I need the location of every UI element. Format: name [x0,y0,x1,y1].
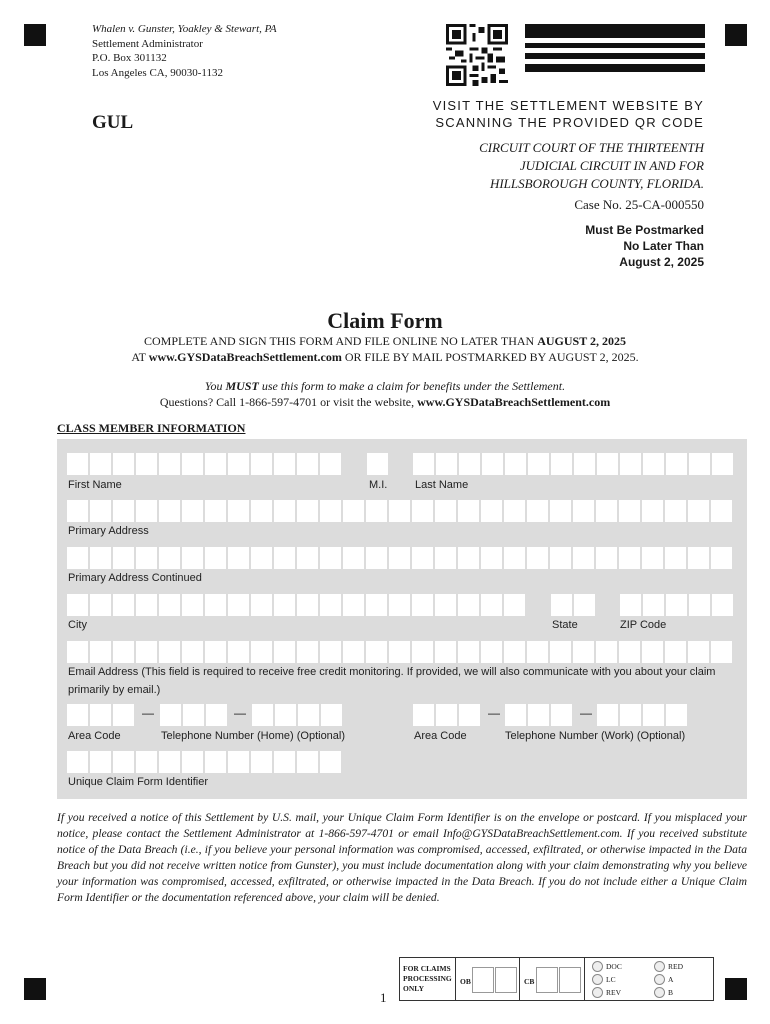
char-box[interactable] [275,704,296,726]
char-box[interactable] [136,641,157,663]
area-code-work-label: Area Code [414,730,467,742]
char-box[interactable] [182,594,203,616]
char-box[interactable] [67,500,88,522]
char-box[interactable] [389,547,410,569]
char-box[interactable] [159,594,180,616]
instr-text: COMPLETE AND SIGN THIS FORM AND FILE ONLINE NO LATER THAN [143,334,538,348]
postmark-deadline [585,222,704,270]
char-box[interactable] [642,641,663,663]
char-box[interactable] [481,641,502,663]
char-box[interactable] [367,453,388,475]
primary-address-label: Primary Address [68,525,149,537]
char-box[interactable] [619,500,640,522]
office-use-label: FOR CLAIMS PROCESSING ONLY [403,964,452,993]
char-box[interactable] [481,547,502,569]
char-box[interactable] [228,500,249,522]
char-box[interactable] [688,547,709,569]
char-box[interactable] [665,547,686,569]
address-line: Whalen v. Gunster, Yoakley & Stewart, PA [92,23,277,35]
char-box[interactable] [159,751,180,773]
questions-text: Questions? Call 1-866-597-4701 or visit the website, [159,395,418,409]
char-box[interactable] [297,500,318,522]
char-box[interactable] [597,453,618,475]
char-box[interactable] [366,547,387,569]
char-box[interactable] [297,641,318,663]
char-box[interactable] [504,641,525,663]
char-box[interactable] [90,453,111,475]
char-box[interactable] [527,547,548,569]
char-box[interactable] [642,547,663,569]
char-box[interactable] [389,500,410,522]
char-box[interactable] [136,453,157,475]
must-text: use this form to make a claim for benefits under the Settlement. [258,379,566,393]
check-label: A [668,975,674,984]
court-line: HILLSBOROUGH COUNTY, FLORIDA. [489,176,704,191]
char-box[interactable] [228,641,249,663]
char-box[interactable] [182,500,203,522]
city-label: City [68,619,87,631]
notice-paragraph: If you received a notice of this Settlement by U.S. mail, your Unique Claim Form Identifier is on the envelope or postcard. If you misplaced your notice, please contact the Settlement Administrator at 1-866-597-4701 or email Info@GYSDataBreachSettlement.com. If you received substitute notice of the Data Breach (i.e., if you believe your personal information was compromised, accessed, exfiltrated, or otherwise impacted in the Data Breach but you did not receive written notice from Gunster), you must include documentation along with your claim demonstrating why you believe your information was compromised, accessed, exfiltrated, or otherwise impacted in the Data Breach. If you do not include either a Unique Claim Form Identifier or the documentation referenced above, your claim will be denied. [57,811,747,904]
deadline-date: AUGUST 2, 2025 [537,334,627,348]
ob-box[interactable] [472,967,494,993]
char-box[interactable] [643,594,664,616]
registration-mark [24,978,46,1000]
section-heading: CLASS MEMBER INFORMATION [57,421,246,435]
phone-dash: — [488,706,500,720]
phone-dash: — [580,706,592,720]
ob-label: OB [460,977,471,986]
char-box[interactable] [159,641,180,663]
cb-box[interactable] [536,967,558,993]
char-box[interactable] [413,704,434,726]
char-box[interactable] [666,704,687,726]
char-box[interactable] [274,547,295,569]
char-box[interactable] [205,500,226,522]
char-box[interactable] [113,641,134,663]
char-box[interactable] [160,704,181,726]
char-box[interactable] [527,641,548,663]
court-line: CIRCUIT COURT OF THE THIRTEENTH [479,140,704,155]
char-box[interactable] [252,704,273,726]
area-code-home-field[interactable] [67,704,136,726]
char-box[interactable] [251,641,272,663]
char-box[interactable] [159,453,180,475]
char-box[interactable] [436,453,457,475]
char-box[interactable] [551,453,572,475]
char-box[interactable] [182,453,203,475]
char-box[interactable] [321,704,342,726]
char-box[interactable] [505,704,526,726]
email-field[interactable] [67,641,734,663]
char-box[interactable] [389,641,410,663]
char-box[interactable] [320,500,341,522]
char-box[interactable] [596,500,617,522]
visit-website-note [433,97,704,131]
claim-code: GUL [92,112,134,133]
char-box[interactable] [665,641,686,663]
postmark-line: Must Be Postmarked [585,223,704,237]
return-address [92,22,277,80]
char-box[interactable] [343,641,364,663]
char-box[interactable] [435,641,456,663]
char-box[interactable] [206,704,227,726]
registration-mark [725,24,747,46]
char-box[interactable] [67,453,88,475]
char-box[interactable] [67,594,88,616]
primary-address-2-field[interactable] [67,547,734,569]
char-box[interactable] [527,500,548,522]
char-box[interactable] [228,594,249,616]
char-box[interactable] [320,594,341,616]
postmark-line: No Later Than [623,239,704,253]
mi-label: M.I. [369,479,388,491]
char-box[interactable] [159,500,180,522]
char-box[interactable] [366,641,387,663]
char-box[interactable] [458,594,479,616]
char-box[interactable] [551,594,572,616]
char-box[interactable] [435,594,456,616]
phone-dash: — [234,706,246,720]
char-box[interactable] [596,641,617,663]
char-box[interactable] [136,751,157,773]
char-box[interactable] [711,500,732,522]
phone-work-label: Telephone Number (Work) (Optional) [505,730,686,742]
form-title: Claim Form [327,308,443,333]
last-name-label: Last Name [415,479,469,491]
char-box[interactable] [251,547,272,569]
char-box[interactable] [274,751,295,773]
char-box[interactable] [550,547,571,569]
claims-processing-box [399,957,714,1001]
char-box[interactable] [573,500,594,522]
char-box[interactable] [711,641,732,663]
check-label: DOC [606,962,622,971]
a-checkbox[interactable] [654,974,673,985]
char-box[interactable] [113,751,134,773]
char-box[interactable] [274,594,295,616]
qr-code-icon [446,24,508,86]
rev-checkbox[interactable] [592,987,621,998]
char-box[interactable] [689,594,710,616]
char-box[interactable] [90,500,111,522]
case-number: Case No. 25-CA-000550 [574,197,704,212]
char-box[interactable] [619,641,640,663]
char-box[interactable] [228,751,249,773]
char-box[interactable] [251,751,272,773]
char-box[interactable] [205,547,226,569]
ob-box[interactable] [495,967,517,993]
zip-field[interactable] [620,594,735,616]
char-box[interactable] [620,453,641,475]
char-box[interactable] [482,453,503,475]
char-box[interactable] [551,704,572,726]
red-checkbox[interactable] [654,961,683,972]
char-box[interactable] [183,704,204,726]
char-box[interactable] [274,641,295,663]
char-box[interactable] [412,594,433,616]
char-box[interactable] [458,547,479,569]
char-box[interactable] [205,641,226,663]
char-box[interactable] [113,547,134,569]
instr-text: AT [131,350,149,364]
char-box[interactable] [205,594,226,616]
char-box[interactable] [666,594,687,616]
char-box[interactable] [459,453,480,475]
char-box[interactable] [274,500,295,522]
char-box[interactable] [712,594,733,616]
char-box[interactable] [574,453,595,475]
char-box[interactable] [458,641,479,663]
char-box[interactable] [228,453,249,475]
address-line: Los Angeles CA, 90030-1132 [92,66,223,79]
char-box[interactable] [67,704,88,726]
char-box[interactable] [711,547,732,569]
char-box[interactable] [182,641,203,663]
char-box[interactable] [320,641,341,663]
char-box[interactable] [205,751,226,773]
char-box[interactable] [504,500,525,522]
must-use-note [0,378,770,410]
char-box[interactable] [182,751,203,773]
char-box[interactable] [366,594,387,616]
char-box[interactable] [67,751,88,773]
claim-id-field[interactable] [67,751,343,773]
phone-work-line-field[interactable] [597,704,689,726]
instr-text: OR FILE BY MAIL POSTMARKED BY AUGUST 2, 2025. [341,350,639,364]
char-box[interactable] [435,500,456,522]
state-label: State [552,619,578,631]
char-box[interactable] [550,641,571,663]
doc-checkbox[interactable] [592,961,622,972]
phone-dash: — [142,706,154,720]
char-box[interactable] [136,594,157,616]
char-box[interactable] [251,594,272,616]
char-box[interactable] [113,453,134,475]
char-box[interactable] [182,547,203,569]
website-link[interactable]: www.GYSDataBreachSettlement.com [417,395,611,409]
claim-id-label: Unique Claim Form Identifier [68,776,208,788]
char-box[interactable] [366,500,387,522]
check-label: REV [606,988,621,997]
check-label: RED [668,962,683,971]
char-box[interactable] [389,594,410,616]
char-box[interactable] [620,704,641,726]
state-field[interactable] [551,594,597,616]
char-box[interactable] [251,453,272,475]
char-box[interactable] [343,594,364,616]
char-box[interactable] [343,547,364,569]
char-box[interactable] [320,453,341,475]
area-code-home-label: Area Code [68,730,121,742]
postmark-line: August 2, 2025 [619,255,704,269]
court-name [479,139,704,193]
char-box[interactable] [412,641,433,663]
cb-box[interactable] [559,967,581,993]
primary-address-field[interactable] [67,500,734,522]
char-box[interactable] [481,500,502,522]
mi-field[interactable] [367,453,390,475]
char-box[interactable] [274,453,295,475]
cb-label: CB [524,977,535,986]
city-field[interactable] [67,594,527,616]
char-box[interactable] [90,547,111,569]
char-box[interactable] [205,453,226,475]
registration-mark [725,978,747,1000]
char-box[interactable] [413,453,434,475]
visit-line: VISIT THE SETTLEMENT WEBSITE BY [432,98,704,113]
char-box[interactable] [320,751,341,773]
char-box[interactable] [67,547,88,569]
char-box[interactable] [298,704,319,726]
char-box[interactable] [113,704,134,726]
check-label: LC [606,975,616,984]
char-box[interactable] [665,500,686,522]
address-line: P.O. Box 301132 [92,52,167,64]
char-box[interactable] [412,547,433,569]
lc-checkbox[interactable] [592,974,616,985]
first-name-field[interactable] [67,453,343,475]
char-box[interactable] [436,704,457,726]
char-box[interactable] [297,547,318,569]
char-box[interactable] [643,704,664,726]
zip-label: ZIP Code [620,619,667,631]
registration-mark [24,24,46,46]
char-box[interactable] [620,594,641,616]
char-box[interactable] [458,500,479,522]
email-label: Email Address (This field is required to receive free credit monitoring. If provided, we will also communicate with you about your claim primarily by email.) [68,666,716,696]
visit-line: SCANNING THE PROVIDED QR CODE [435,115,704,130]
char-box[interactable] [159,547,180,569]
char-box[interactable] [228,547,249,569]
phone-work-prefix-field[interactable] [505,704,574,726]
char-box[interactable] [528,704,549,726]
char-box[interactable] [688,641,709,663]
check-label: B [668,988,674,997]
char-box[interactable] [666,453,687,475]
char-box[interactable] [297,453,318,475]
b-checkbox[interactable] [654,987,673,998]
char-box[interactable] [573,547,594,569]
char-box[interactable] [90,704,111,726]
char-box[interactable] [113,594,134,616]
court-line: JUDICIAL CIRCUIT IN AND FOR [519,158,704,173]
char-box[interactable] [481,594,502,616]
phone-home-prefix-field[interactable] [160,704,229,726]
char-box[interactable] [596,547,617,569]
char-box[interactable] [642,500,663,522]
char-box[interactable] [435,547,456,569]
char-box[interactable] [136,500,157,522]
address-line: Settlement Administrator [92,37,203,50]
char-box[interactable] [67,641,88,663]
char-box[interactable] [343,500,364,522]
char-box[interactable] [574,594,595,616]
area-code-work-field[interactable] [413,704,482,726]
char-box[interactable] [643,453,664,475]
filing-instructions [0,333,770,365]
char-box[interactable] [90,594,111,616]
char-box[interactable] [412,500,433,522]
page-number: 1 [380,990,387,1005]
postal-barcode [525,24,705,77]
char-box[interactable] [297,594,318,616]
must-text: You [204,379,226,393]
char-box[interactable] [550,500,571,522]
char-box[interactable] [90,641,111,663]
char-box[interactable] [504,547,525,569]
last-name-field[interactable] [413,453,735,475]
char-box[interactable] [136,547,157,569]
char-box[interactable] [459,704,480,726]
char-box[interactable] [251,500,272,522]
website-link[interactable]: www.GYSDataBreachSettlement.com [148,350,342,364]
char-box[interactable] [688,500,709,522]
char-box[interactable] [689,453,710,475]
must-emphasis: MUST [225,379,259,393]
char-box[interactable] [504,594,525,616]
char-box[interactable] [619,547,640,569]
phone-home-line-field[interactable] [252,704,344,726]
char-box[interactable] [90,751,111,773]
char-box[interactable] [505,453,526,475]
phone-home-label: Telephone Number (Home) (Optional) [161,730,346,742]
char-box[interactable] [573,641,594,663]
char-box[interactable] [320,547,341,569]
char-box[interactable] [113,500,134,522]
char-box[interactable] [712,453,733,475]
char-box[interactable] [597,704,618,726]
class-member-form [57,439,747,799]
char-box[interactable] [297,751,318,773]
primary-address-2-label: Primary Address Continued [68,572,202,584]
char-box[interactable] [528,453,549,475]
first-name-label: First Name [68,479,122,491]
